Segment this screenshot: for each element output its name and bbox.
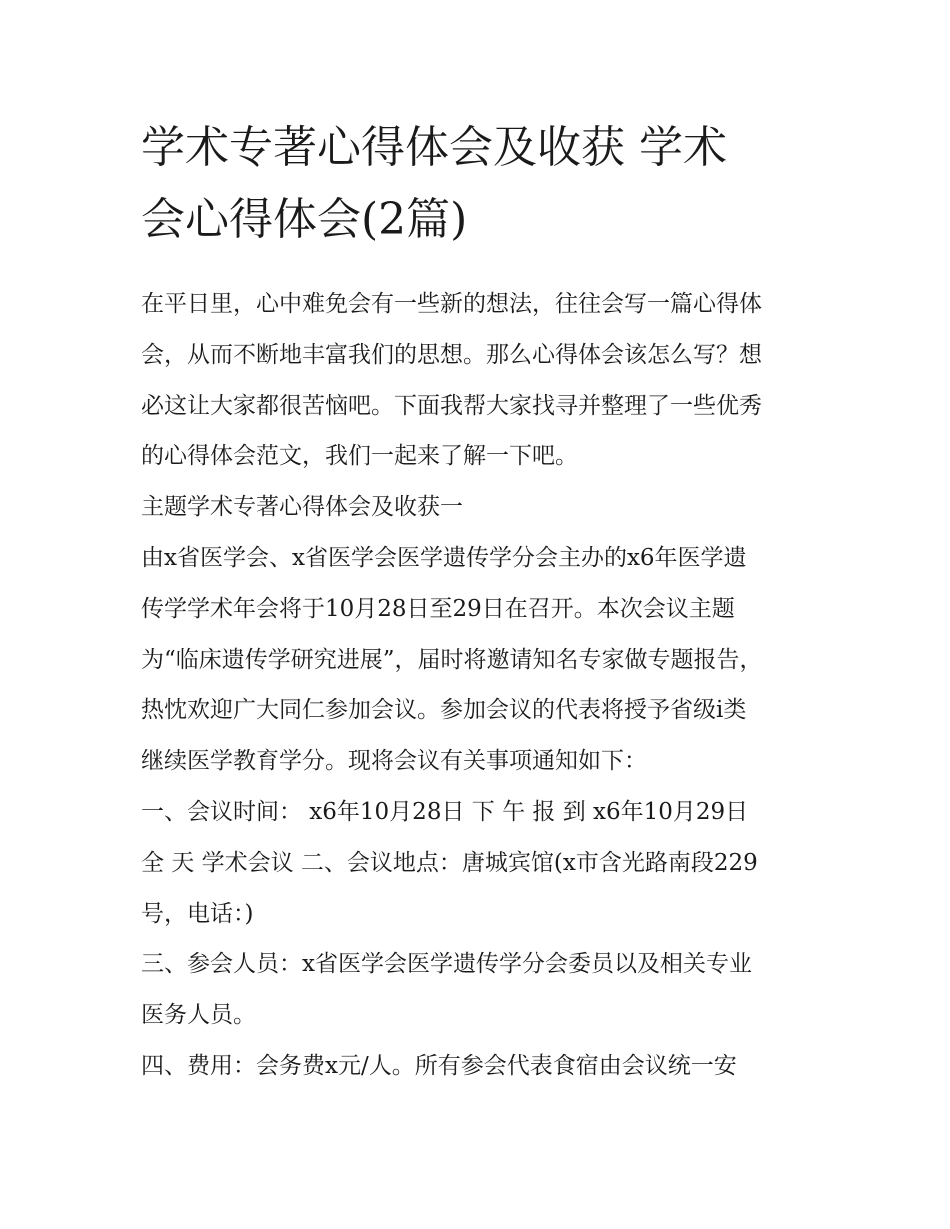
body-line: 会，从而不断地丰富我们的思想。那么心得体会该怎么写？想 (141, 341, 762, 368)
body-line: 传学学术年会将于10月28日至29日在召开。本次会议主题 (141, 595, 735, 622)
title-line: 会心得体会(2篇) (141, 194, 468, 245)
body-line: 由x省医学会、x省医学会医学遗传学分会主办的x6年医学遗 (141, 544, 747, 571)
document-title (141, 112, 821, 256)
body-line: 为“临床遗传学研究进展”，届时将邀请知名专家做专题报告， (141, 646, 763, 673)
document-body (141, 279, 821, 1092)
section-heading: 主题学术专著心得体会及收获一 (141, 494, 463, 521)
body-line: 在平日里，心中难免会有一些新的想法，往往会写一篇心得体 (141, 291, 762, 317)
body-line: 继续医学教育学分。现将会议有关事项通知如下： (141, 748, 647, 775)
body-line: 的心得体会范文，我们一起来了解一下吧。 (141, 443, 578, 470)
body-line: 一、会议时间： x6年10月28日 下 午 报 到 x6年10月29日 (141, 798, 749, 825)
body-line: 号，电话：) (141, 900, 254, 927)
body-line: 全 天 学术会议 二、会议地点：唐城宾馆(x市含光路南段229 (141, 849, 758, 876)
title-line: 学术专著心得体会及收获 学术 (141, 122, 727, 173)
body-line: 必这让大家都很苦恼吧。下面我帮大家找寻并整理了一些优秀 (141, 392, 762, 419)
body-line: 医务人员。 (141, 1002, 256, 1029)
body-line: 四、费用：会务费x元/人。所有参会代表食宿由会议统一安 (141, 1052, 737, 1079)
body-line: 热忱欢迎广大同仁参加会议。参加会议的代表将授予省级i类 (141, 697, 747, 724)
body-line: 三、参会人员：x省医学会医学遗传学分会委员以及相关专业 (141, 951, 752, 978)
